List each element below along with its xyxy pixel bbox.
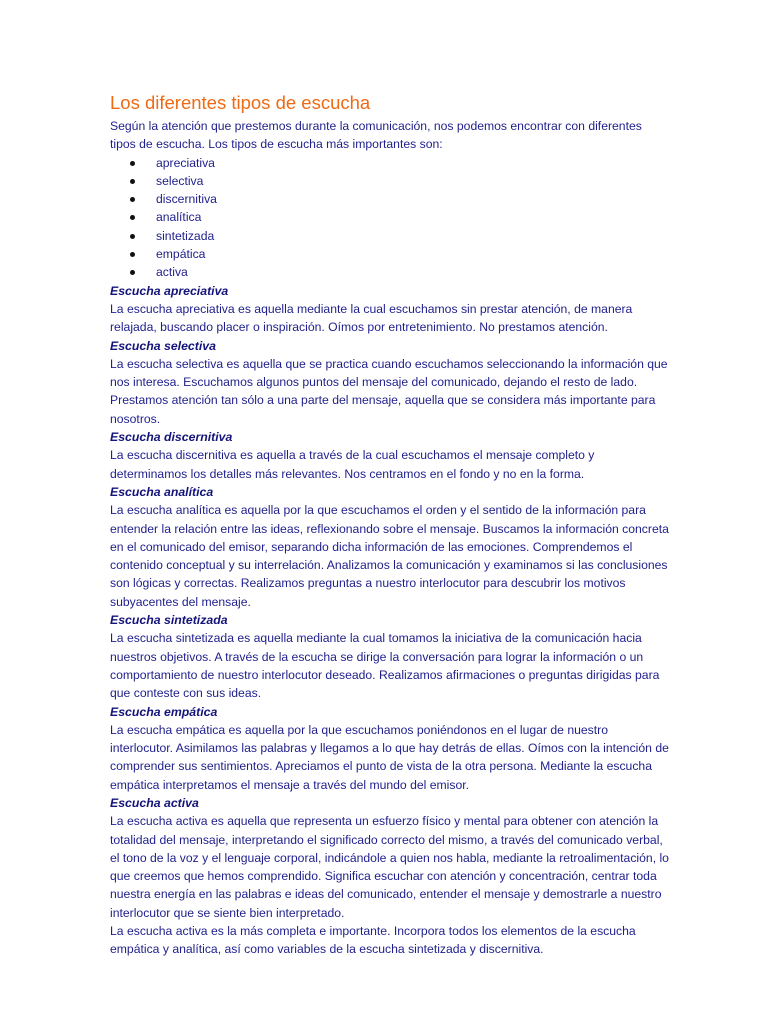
bullet-icon bbox=[130, 215, 135, 220]
section-paragraph: La escucha sintetizada es aquella mediante la cual tomamos la iniciativa de la comunicación hacia nuestros objetivos. A través de la escucha se dirige la conversación para lograr la información o un comportamiento de nuestro interlocutor deseado. Realizamos afirmaciones o preguntas dirigidas para que conteste con sus ideas. bbox=[110, 631, 660, 701]
section-paragraph: La escucha discernitiva es aquella a través de la cual escuchamos el mensaje completo y determinamos los detalles más relevantes. Nos centramos en el fondo y no en la forma. bbox=[110, 448, 595, 481]
list-item bbox=[110, 227, 670, 245]
section-heading: Escucha analítica bbox=[110, 484, 214, 499]
listening-types-list bbox=[110, 154, 670, 282]
section-paragraph: La escucha apreciativa es aquella mediante la cual escuchamos sin prestar atención, de manera relajada, buscando placer o inspiración. Oímos por entretenimiento. No prestamos atención. bbox=[110, 301, 633, 335]
bullet-icon bbox=[130, 234, 135, 239]
bullet-icon bbox=[130, 270, 135, 275]
section bbox=[110, 483, 670, 611]
section-paragraph: La escucha analítica es aquella por la que escuchamos el orden y el sentido de la información para entender la relación entre las ideas, reflexionando sobre el mensaje. Buscamos la información concreta en el comunicado del emisor, separando dicha información de las emociones. Comprendemos el contenido conceptual y su interrelación. Analizamos la comunicación y examinamos si las conclusiones son lógicas y correctas. Realizamos preguntas a nuestro interlocutor para descubrir los motivos subyacentes del mensaje. bbox=[110, 503, 669, 609]
section bbox=[110, 428, 670, 483]
section bbox=[110, 337, 670, 428]
document-content bbox=[110, 92, 670, 959]
list-item bbox=[110, 172, 670, 190]
section-paragraph: La escucha activa es aquella que representa un esfuerzo físico y mental para obtener con atención la totalidad del mensaje, interpretando el significado correcto del mismo, a través del comunicado verbal, el tono de la voz y el lenguaje corporal, indicándole a quien nos habla, mediante la retroalimentación, lo que creemos que hemos comprendido. Significa escuchar con atención y concentración, centrar toda nuestra energía en las palabras e ideas del comunicado, entender el mensaje y demostrarle a nuestro interlocutor que se siente bien interpretado. bbox=[110, 814, 669, 920]
section-heading: Escucha selectiva bbox=[110, 338, 216, 353]
page-title: Los diferentes tipos de escucha bbox=[110, 92, 371, 113]
section-paragraph: La escucha selectiva es aquella que se practica cuando escuchamos seleccionando la información que nos interesa. Escuchamos algunos puntos del mensaje del comunicado, dejando el resto de lado. Prestamos atención tan sólo a una parte del mensaje, aquella que se considera más importante para nosotros. bbox=[110, 356, 668, 426]
list-item bbox=[110, 154, 670, 172]
bullet-icon bbox=[130, 197, 135, 202]
bullet-icon bbox=[130, 252, 135, 257]
list-item-label: sintetizada bbox=[156, 228, 215, 243]
list-item bbox=[110, 245, 670, 263]
list-item-label: activa bbox=[156, 265, 188, 280]
section bbox=[110, 282, 670, 337]
section-heading: Escucha activa bbox=[110, 795, 199, 810]
bullet-icon bbox=[130, 179, 135, 184]
sections-container bbox=[110, 282, 670, 959]
list-item bbox=[110, 190, 670, 208]
list-item-label: discernitiva bbox=[156, 192, 217, 207]
section bbox=[110, 611, 670, 702]
section-heading: Escucha empática bbox=[110, 704, 218, 719]
section-heading: Escucha sintetizada bbox=[110, 613, 228, 628]
list-item bbox=[110, 263, 670, 281]
list-item-label: empática bbox=[156, 247, 206, 262]
list-item bbox=[110, 208, 670, 226]
section-paragraph: La escucha empática es aquella por la que escuchamos poniéndonos en el lugar de nuestro interlocutor. Asimilamos las palabras y llegamos a lo que hay detrás de ellas. Oímos con la intención de comprender sus sentimientos. Apreciamos el punto de vista de la otra persona. Mediante la escucha empática interpretamos el mensaje a través del mundo del emisor. bbox=[110, 722, 669, 792]
bullet-icon bbox=[130, 161, 135, 166]
section-heading: Escucha discernitiva bbox=[110, 430, 233, 445]
section-paragraph: La escucha activa es la más completa e importante. Incorpora todos los elementos de la escucha empática y analítica, así como variables de la escucha sintetizada y discernitiva. bbox=[110, 924, 636, 957]
list-item-label: selectiva bbox=[156, 173, 204, 188]
section bbox=[110, 794, 670, 959]
list-item-label: analítica bbox=[156, 210, 202, 225]
section bbox=[110, 703, 670, 794]
intro-paragraph: Según la atención que prestemos durante la comunicación, nos podemos encontrar con diferentes tipos de escucha. Los tipos de escucha más importantes son: bbox=[110, 119, 642, 152]
section-heading: Escucha apreciativa bbox=[110, 283, 229, 298]
list-item-label: apreciativa bbox=[156, 155, 215, 170]
